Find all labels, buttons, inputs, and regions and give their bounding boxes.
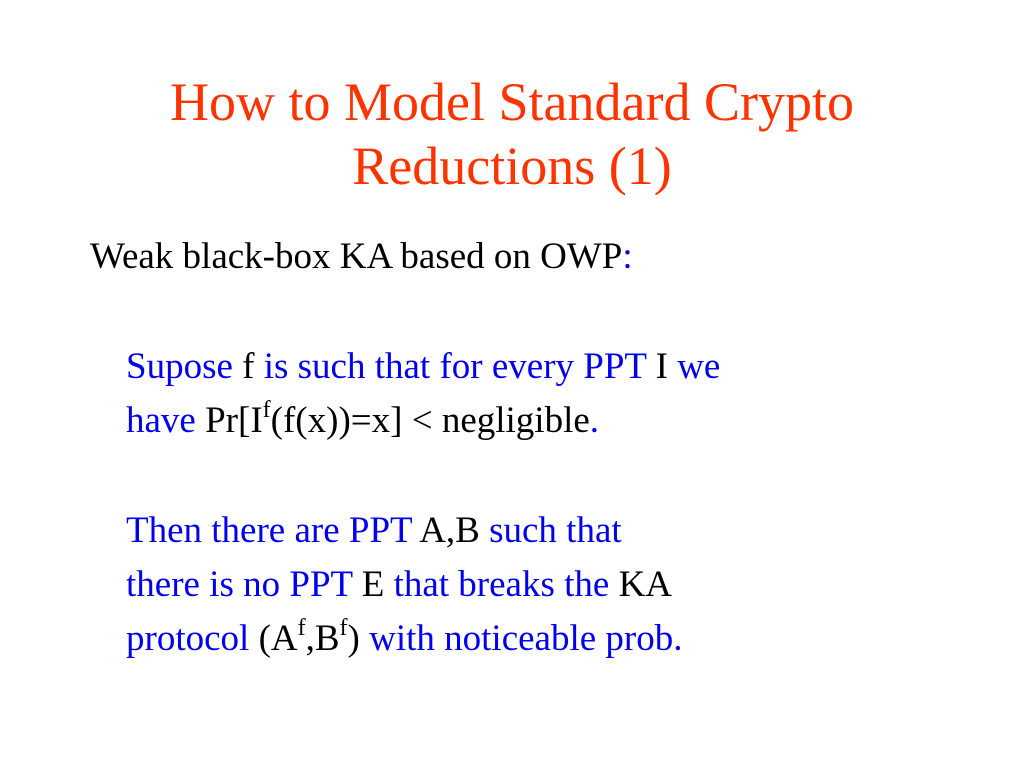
text-segment: f	[242, 346, 264, 387]
slide-title	[0, 70, 1024, 198]
text-segment: .	[589, 400, 600, 441]
intro-line	[90, 234, 633, 280]
text-segment: there is no PPT	[126, 564, 362, 605]
text-segment: that breaks the	[393, 564, 619, 605]
paragraph-2-line-1	[126, 508, 622, 554]
paragraph-2-line-3	[126, 616, 683, 662]
text-segment: )	[347, 618, 360, 659]
text-segment: Supose	[126, 346, 243, 387]
slide-title-line-1: How to Model Standard Crypto	[170, 72, 854, 132]
text-segment: Then there are PPT	[126, 510, 420, 551]
slide-title-line-2: Reductions (1)	[352, 136, 672, 196]
text-segment: A,B	[419, 510, 490, 551]
intro-text: Weak black-box KA based on OWP	[90, 236, 623, 277]
intro-colon: :	[622, 236, 633, 277]
text-segment: (A	[258, 618, 298, 659]
paragraph-2-line-2	[126, 562, 672, 608]
text-segment: (f(x))=x] < negligible	[270, 400, 590, 441]
text-segment: is such that for every PPT	[263, 346, 656, 387]
text-segment: KA	[618, 564, 673, 605]
superscript: f	[339, 614, 348, 641]
text-segment: such that	[489, 510, 622, 551]
text-segment: Pr[I	[205, 400, 263, 441]
paragraph-1-line-1	[126, 344, 720, 390]
text-segment: ,B	[305, 618, 340, 659]
paragraph-1-line-2	[126, 398, 599, 444]
text-segment: I	[655, 346, 678, 387]
text-segment: with noticeable prob.	[359, 618, 683, 659]
text-segment: we	[677, 346, 721, 387]
text-segment: E	[361, 564, 394, 605]
superscript: f	[297, 614, 306, 641]
superscript: f	[262, 396, 271, 423]
text-segment: have	[126, 400, 206, 441]
text-segment: protocol	[126, 618, 259, 659]
